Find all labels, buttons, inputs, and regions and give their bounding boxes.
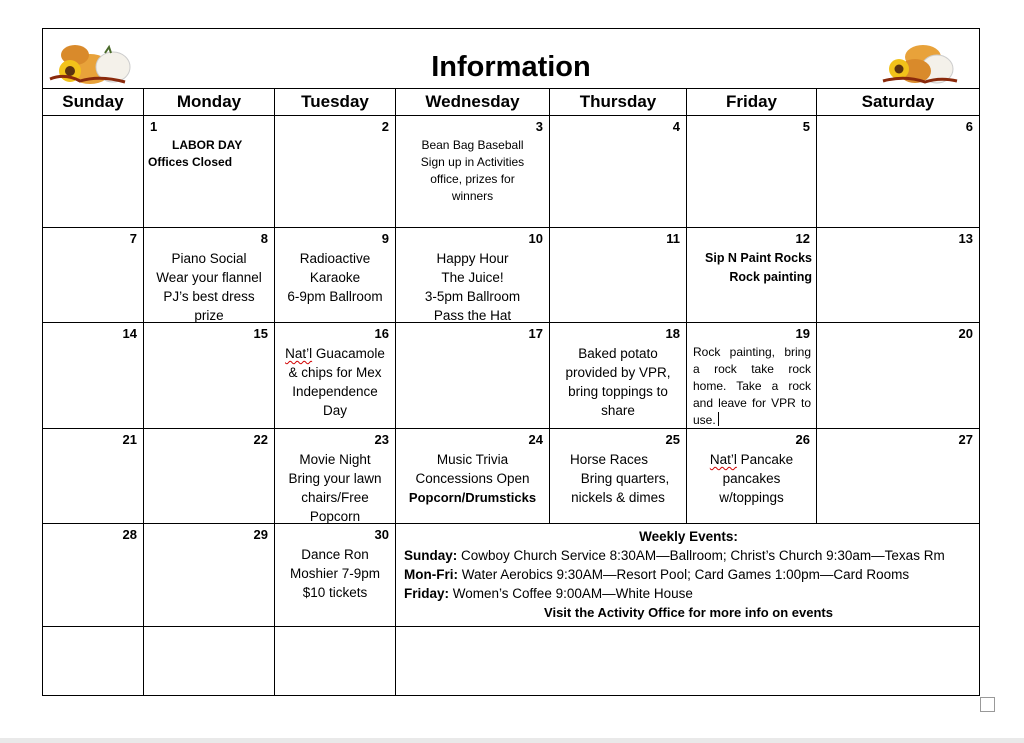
day-cell[interactable] <box>550 323 687 429</box>
day-number: 4 <box>672 119 680 134</box>
event-text: Music Trivia Concessions Open Popcorn/Drumsticks <box>408 452 537 505</box>
day-cell[interactable] <box>687 429 817 524</box>
day-cell[interactable] <box>43 228 144 323</box>
day-number: 2 <box>381 119 389 134</box>
event-text: Rock painting, bring a rock take rock home. Take a rock and leave for VPR to use. <box>693 345 811 427</box>
weekly-events-cell[interactable] <box>396 524 980 627</box>
pumpkin-sunflower-icon <box>875 35 965 87</box>
day-number: 9 <box>381 231 389 246</box>
day-cell[interactable] <box>43 627 144 696</box>
event-text: Bean Bag Baseball Sign up in Activities office, prizes for winners <box>420 138 525 203</box>
day-cell[interactable] <box>687 116 817 228</box>
day-cell[interactable] <box>275 429 396 524</box>
day-cell[interactable] <box>275 524 396 627</box>
weekly-event-row: Mon-Fri: Water Aerobics 9:30AM—Resort Pool; Card Games 1:00pm—Card Rooms <box>404 567 910 582</box>
day-cell[interactable] <box>275 228 396 323</box>
day-number: 25 <box>665 432 680 447</box>
day-number: 26 <box>795 432 810 447</box>
event-text: Sip N Paint Rocks Rock painting <box>705 251 812 284</box>
weekly-events-heading: Weekly Events: <box>639 529 738 544</box>
day-number: 30 <box>374 527 389 542</box>
day-cell[interactable] <box>687 228 817 323</box>
title-banner <box>43 29 980 89</box>
day-cell[interactable] <box>396 116 550 228</box>
page-bottom-strip <box>0 738 1024 743</box>
day-number: 3 <box>535 119 543 134</box>
event-text: Baked potato provided by VPR, bring toppings to share <box>565 346 671 418</box>
day-number: 6 <box>965 119 974 134</box>
day-header-monday: Monday <box>144 89 275 116</box>
day-cell[interactable] <box>550 116 687 228</box>
event-text: Piano Social Wear your flannel PJ’s best dress prize <box>156 251 262 323</box>
day-cell[interactable] <box>144 429 275 524</box>
day-number: 21 <box>122 432 137 447</box>
day-number: 22 <box>253 432 268 447</box>
day-number: 27 <box>958 432 974 447</box>
day-header-thursday: Thursday <box>550 89 687 116</box>
event-text: Movie Night Bring your lawn chairs/Free Popcorn <box>288 452 382 524</box>
day-number: 23 <box>374 432 389 447</box>
day-header-saturday: Saturday <box>817 89 980 116</box>
event-text: Dance Ron Moshier 7-9pm $10 tickets <box>289 547 381 600</box>
day-cell[interactable] <box>43 116 144 228</box>
day-cell[interactable] <box>817 429 980 524</box>
day-cell[interactable] <box>550 429 687 524</box>
day-cell[interactable] <box>43 323 144 429</box>
day-cell[interactable] <box>144 228 275 323</box>
day-number: 16 <box>374 326 389 341</box>
day-cell[interactable] <box>43 429 144 524</box>
day-number: 17 <box>528 326 543 341</box>
day-number: 7 <box>129 231 137 246</box>
weekly-event-row: Friday: Women’s Coffee 9:00AM—White House <box>404 586 693 601</box>
day-number: 11 <box>666 231 680 246</box>
day-number: 14 <box>122 326 137 341</box>
event-text: Nat’l Pancake pancakes w/toppings <box>709 452 794 505</box>
event-text: Happy Hour The Juice! 3-5pm Ballroom Pass the Hat <box>424 251 521 323</box>
day-number: 20 <box>958 326 974 341</box>
day-number: 1 <box>150 119 158 134</box>
day-number: 29 <box>253 527 268 542</box>
day-cell[interactable] <box>43 524 144 627</box>
day-cell[interactable] <box>396 429 550 524</box>
day-number: 28 <box>122 527 137 542</box>
day-cell[interactable] <box>144 323 275 429</box>
weekly-event-row: Sunday: Cowboy Church Service 8:30AM—Ballroom; Christ’s Church 9:30am—Texas Rm <box>404 548 945 563</box>
day-header-friday: Friday <box>687 89 817 116</box>
day-cell[interactable] <box>396 627 980 696</box>
day-cell[interactable] <box>396 228 550 323</box>
calendar-table <box>42 28 980 696</box>
day-number: 24 <box>528 432 543 447</box>
day-number: 13 <box>958 231 974 246</box>
day-cell[interactable] <box>687 323 817 429</box>
day-number: 5 <box>802 119 810 134</box>
day-header-tuesday: Tuesday <box>275 89 396 116</box>
day-number: 8 <box>260 231 268 246</box>
day-header-sunday: Sunday <box>43 89 144 116</box>
text-cursor <box>718 412 719 426</box>
resize-handle[interactable] <box>980 697 995 712</box>
day-cell[interactable] <box>144 116 275 228</box>
event-text: Radioactive Karaoke 6-9pm Ballroom <box>287 251 383 304</box>
day-cell[interactable] <box>817 323 980 429</box>
day-cell[interactable] <box>550 228 687 323</box>
day-cell[interactable] <box>275 116 396 228</box>
day-cell[interactable] <box>275 323 396 429</box>
day-cell[interactable] <box>396 323 550 429</box>
day-cell[interactable] <box>144 627 275 696</box>
day-cell[interactable] <box>275 627 396 696</box>
day-header-wednesday: Wednesday <box>396 89 550 116</box>
weekly-events-footer: Visit the Activity Office for more info on events <box>544 605 833 620</box>
day-number: 15 <box>253 326 268 341</box>
day-number: 19 <box>795 326 810 341</box>
day-number: 18 <box>665 326 680 341</box>
day-cell[interactable] <box>144 524 275 627</box>
day-cell[interactable] <box>817 116 980 228</box>
page-title: Information <box>431 51 591 83</box>
day-number: 10 <box>528 231 543 246</box>
day-number: 12 <box>795 231 810 246</box>
event-text: Nat’l Guacamole & chips for Mex Independence Day <box>285 346 385 418</box>
day-cell[interactable] <box>817 228 980 323</box>
weekly-events <box>404 527 973 622</box>
event-text: LABOR DAY Offices Closed <box>148 138 243 169</box>
event-text: Horse Races Bring quarters, nickels & dimes <box>569 452 670 505</box>
